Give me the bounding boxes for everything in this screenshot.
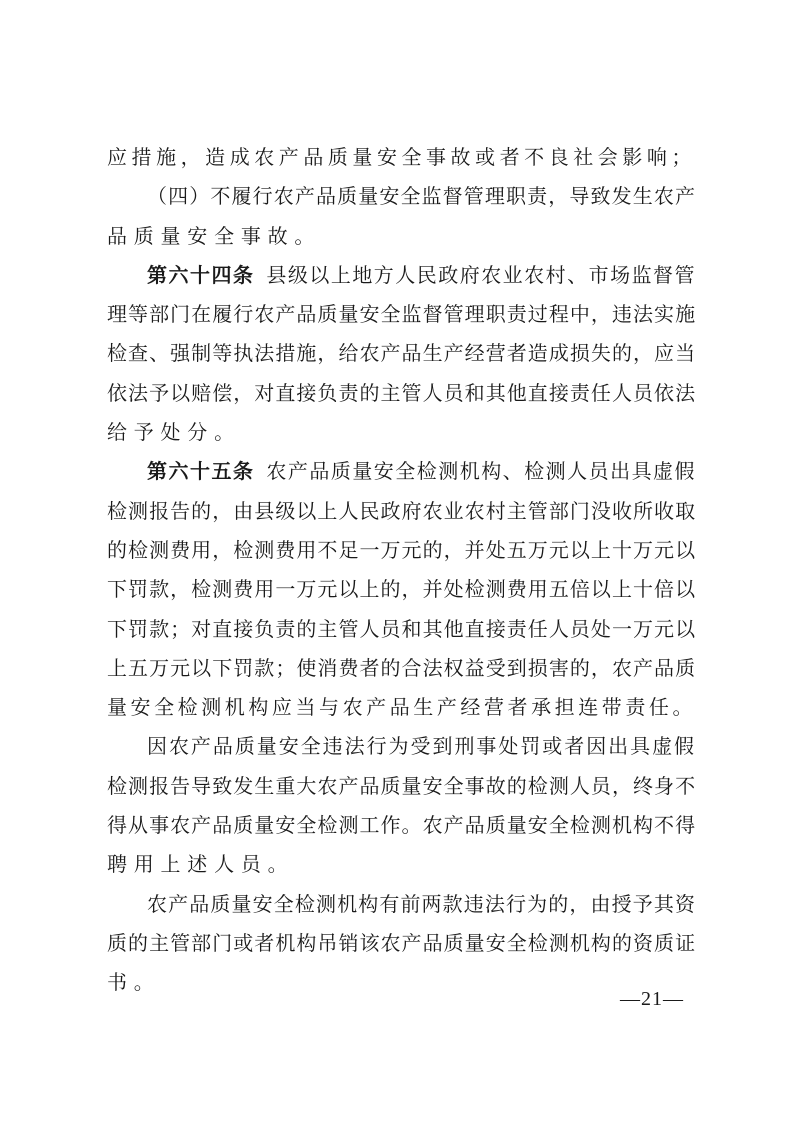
text-line bbox=[107, 413, 696, 452]
line-text: 上五万元以下罚款；使消费者的合法权益受到损害的，农产品质 bbox=[107, 655, 697, 680]
text-line bbox=[107, 885, 696, 924]
line-text: 量安全检测机构应当与农产品生产经营者承担连带责任。 bbox=[107, 695, 696, 720]
text-line bbox=[107, 924, 696, 963]
text-line bbox=[107, 688, 696, 727]
text-line bbox=[107, 806, 696, 845]
line-text: 应措施，造成农产品质量安全事故或者不良社会影响； bbox=[107, 145, 696, 169]
line-text: 质的主管部门或者机构吊销该农产品质量安全检测机构的资质证 bbox=[107, 930, 697, 955]
text-line bbox=[107, 295, 696, 334]
line-text: 检测报告导致发生重大农产品质量安全事故的检测人员，终身不 bbox=[107, 773, 697, 798]
text-line bbox=[107, 334, 696, 373]
text-line bbox=[107, 138, 696, 177]
text-line bbox=[107, 727, 696, 766]
text-line bbox=[107, 452, 696, 491]
article-number: 第六十四条 bbox=[147, 262, 255, 287]
line-text: 依法予以赔偿，对直接负责的主管人员和其他直接责任人员依法 bbox=[107, 380, 697, 405]
text-line bbox=[107, 649, 696, 688]
line-text: 检测报告的，由县级以上人民政府农业农村主管部门没收所收取 bbox=[107, 498, 697, 523]
text-line bbox=[107, 217, 696, 256]
line-text: 品质量安全事故。 bbox=[107, 223, 322, 248]
line-text: 的检测费用，检测费用不足一万元的，并处五万元以上十万元以 bbox=[107, 537, 697, 562]
text-line bbox=[107, 845, 696, 884]
text-line bbox=[107, 570, 696, 609]
line-text: 农产品质量安全检测机构、检测人员出具虚假 bbox=[266, 459, 697, 484]
page-number: —21— bbox=[620, 988, 684, 1010]
line-text: 下罚款，检测费用一万元以上的，并处检测费用五倍以上十倍以 bbox=[107, 577, 697, 602]
line-text: 书。 bbox=[107, 970, 161, 995]
text-line bbox=[107, 767, 696, 806]
article-number: 第六十五条 bbox=[147, 459, 255, 484]
text-line bbox=[107, 610, 696, 649]
text-line bbox=[107, 177, 696, 216]
line-text: 农产品质量安全检测机构有前两款违法行为的，由授予其资 bbox=[147, 891, 697, 916]
line-text: 聘用上述人员。 bbox=[107, 852, 295, 877]
line-text: 给予处分。 bbox=[107, 420, 241, 445]
text-line bbox=[107, 531, 696, 570]
text-line bbox=[107, 256, 696, 295]
line-text: 县级以上地方人民政府农业农村、市场监督管 bbox=[266, 262, 697, 287]
line-text: 理等部门在履行农产品质量安全监督管理职责过程中，违法实施 bbox=[107, 302, 697, 327]
line-text: 因农产品质量安全违法行为受到刑事处罚或者因出具虚假 bbox=[147, 734, 696, 759]
line-text: （四）不履行农产品质量安全监督管理职责，导致发生农产 bbox=[147, 184, 697, 209]
text-line bbox=[107, 374, 696, 413]
line-text: 下罚款；对直接负责的主管人员和其他直接责任人员处一万元以 bbox=[107, 616, 697, 641]
document-body bbox=[107, 138, 696, 1003]
line-text: 得从事农产品质量安全检测工作。农产品质量安全检测机构不得 bbox=[107, 813, 697, 838]
text-line bbox=[107, 492, 696, 531]
line-text: 检查、强制等执法措施，给农产品生产经营者造成损失的，应当 bbox=[107, 341, 697, 366]
text-line bbox=[107, 963, 696, 1002]
